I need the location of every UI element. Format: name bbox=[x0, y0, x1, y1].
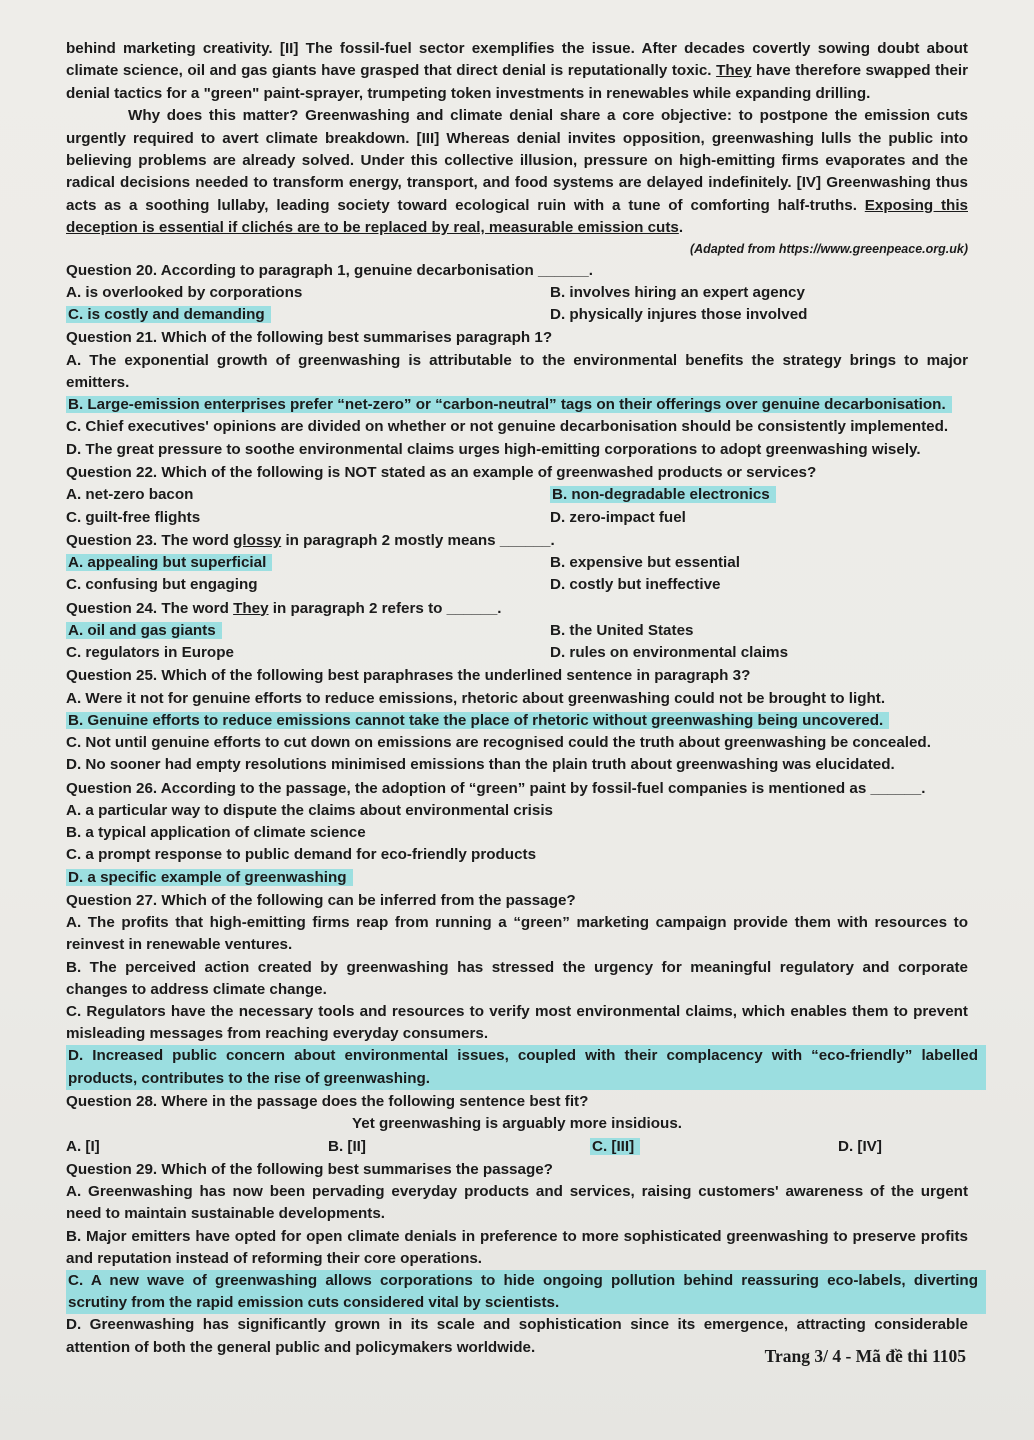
question-24: Question 24. The word They in paragraph 2 refers to ______. A. oil and gas giants B. the United States C. regulators in Europe D. rules on environmental claims bbox=[66, 598, 968, 665]
option-23a[interactable]: A. appealing but superficial bbox=[66, 552, 550, 574]
question-21: Question 21. Which of the following best summarises paragraph 1? A. The exponential growth of greenwashing is attributable to the environmental benefits the strategy brings to major emitters. B. Large-emission enterprises prefer “net-zero” or “carbon-neutral” tags on their offerings over genuine decarbonisation. C. Chief executives' opinions are divided on whether or not genuine decarbonisation should be consistently implemented. D. The great pressure to soothe environmental claims urges high-emitting corporations to adopt greenwashing wisely. bbox=[66, 327, 968, 460]
option-27b[interactable]: B. The perceived action created by greenwashing has stressed the urgency for meaningful regulatory and corporate changes to address climate change. bbox=[66, 958, 968, 998]
option-21c[interactable]: C. Chief executives' opinions are divided on whether or not genuine decarbonisation should be consistently implemented. bbox=[66, 418, 949, 436]
option-24c[interactable]: C. regulators in Europe bbox=[66, 644, 234, 662]
option-26a[interactable]: A. a particular way to dispute the claims about environmental crisis bbox=[66, 801, 553, 819]
source-citation: (Adapted from https://www.greenpeace.org.uk) bbox=[689, 241, 968, 256]
option-22c[interactable]: C. guilt-free flights bbox=[66, 508, 201, 526]
option-29b[interactable]: B. Major emitters have opted for open climate denials in preference to more sophisticated greenwashing to preserve profits and reputation instead of reforming their core operations. bbox=[66, 1227, 968, 1267]
option-20c[interactable]: C. is costly and demanding bbox=[66, 304, 550, 326]
insert-sentence: Yet greenwashing is arguably more insidious. bbox=[352, 1115, 682, 1133]
option-28d[interactable]: D. [IV] bbox=[838, 1137, 882, 1155]
question-27: Question 27. Which of the following can be inferred from the passage? A. The profits that high-emitting firms reap from running a “green” marketing campaign provide them with resources to reinvest in renewable ventures. B. The perceived action created by greenwashing has stressed the urgency for meaningful regulatory and corporate changes to address climate change. C. Regulators have the necessary tools and resources to verify most environmental claims, which enables them to prevent misleading messages from reaching everyday consumers. D. Increased public concern about environmental issues, coupled with their complacency with “eco-friendly” labelled products, contributes to the rise of greenwashing. bbox=[66, 890, 968, 1090]
option-21b[interactable]: B. Large-emission enterprises prefer “net-zero” or “carbon-neutral” tags on their offerings over genuine decarbonisation. bbox=[66, 394, 968, 416]
option-21a[interactable]: A. The exponential growth of greenwashing is attributable to the environmental benefits the strategy brings to major emitters. bbox=[66, 351, 968, 392]
option-23c[interactable]: C. confusing but engaging bbox=[66, 576, 258, 594]
option-25d[interactable]: D. No sooner had empty resolutions minimised emissions than the plain truth about greenwashing was elucidated. bbox=[66, 756, 895, 774]
passage-paragraph-2: behind marketing creativity. [II] The fossil-fuel sector exemplifies the issue. After decades covertly sowing doubt about climate science, oil and gas giants have grasped that direct denial is reputationally toxic. They have therefore swapped their denial tactics for a "green" paint-sprayer, trumpeting token investments in renewables while expanding drilling. bbox=[66, 40, 968, 102]
option-27d[interactable]: D. Increased public concern about environmental issues, coupled with their complacency with “eco-friendly” labelled products, contributes to the rise of greenwashing. bbox=[66, 1045, 986, 1089]
option-26d[interactable]: D. a specific example of greenwashing bbox=[66, 867, 968, 889]
question-20: Question 20. According to paragraph 1, genuine decarbonisation ______. A. is overlooked by corporations B. involves hiring an expert agency C. is costly and demanding D. physically injures those involved bbox=[66, 260, 968, 327]
option-26c[interactable]: C. a prompt response to public demand for eco-friendly products bbox=[66, 846, 537, 864]
option-23d[interactable]: D. costly but ineffective bbox=[550, 576, 721, 594]
option-25b[interactable]: B. Genuine efforts to reduce emissions cannot take the place of rhetoric without greenwashing being uncovered. bbox=[66, 710, 968, 732]
question-28: Question 28. Where in the passage does the following sentence best fit? Yet greenwashing is arguably more insidious. A. [I] B. [II] C. [III] D. [IV] bbox=[66, 1091, 968, 1158]
option-25c[interactable]: C. Not until genuine efforts to cut down on emissions are recognised could the truth about greenwashing be concealed. bbox=[66, 734, 931, 752]
option-22d[interactable]: D. zero-impact fuel bbox=[550, 508, 686, 526]
option-25a[interactable]: A. Were it not for genuine efforts to reduce emissions, rhetoric about greenwashing could not be brought to light. bbox=[66, 689, 886, 707]
question-25: Question 25. Which of the following best paraphrases the underlined sentence in paragraph 3? A. Were it not for genuine efforts to reduce emissions, rhetoric about greenwashing could not be brought to light. B. Genuine efforts to reduce emissions cannot take the place of rhetoric without greenwashing being uncovered. C. Not until genuine efforts to cut down on emissions are recognised could the truth about greenwashing be concealed. D. No sooner had empty resolutions minimised emissions than the plain truth about greenwashing was elucidated. bbox=[66, 665, 968, 776]
question-26: Question 26. According to the passage, the adoption of “green” paint by fossil-fuel companies is mentioned as ______. A. a particular way to dispute the claims about environmental crisis B. a typical application of climate science C. a prompt response to public demand for eco-friendly products D. a specific example of greenwashing bbox=[66, 778, 968, 889]
option-20a[interactable]: A. is overlooked by corporations bbox=[66, 284, 303, 302]
option-20d[interactable]: D. physically injures those involved bbox=[550, 306, 808, 324]
page-footer: Trang 3/ 4 - Mã đề thi 1105 bbox=[764, 1346, 966, 1366]
option-29d[interactable]: D. Greenwashing has significantly grown in its scale and sophistication since its emergence, attracting considerable attention of both the general public and policymakers worldwide. bbox=[66, 1316, 968, 1356]
exam-content bbox=[66, 38, 978, 1359]
passage-paragraph-3: Why does this matter? Greenwashing and climate denial share a core objective: to postpone the emission cuts urgently required to avert climate breakdown. [III] Whereas denial invites opposition, greenwashing lulls the public into believing problems are already solved. Under this collective illusion, pressure on high-emitting firms evaporates and the radical decisions needed to transform energy, transport, and food systems are delayed indefinitely. [IV] Greenwashing thus acts as a soothing lullaby, leading society toward ecological ruin with a tune of comforting half-truths. Exposing this deception is essential if clichés are to be replaced by real, measurable emission cuts. bbox=[66, 107, 968, 237]
option-28a[interactable]: A. [I] bbox=[66, 1137, 100, 1155]
option-24a[interactable]: A. oil and gas giants bbox=[66, 620, 550, 642]
option-22a[interactable]: A. net-zero bacon bbox=[66, 486, 194, 504]
option-29a[interactable]: A. Greenwashing has now been pervading everyday products and services, raising customers' awareness of the urgent need to maintain sustainable developments. bbox=[66, 1183, 968, 1223]
underlined-sentence: Exposing this deception is essential if clichés are to be replaced by real, measurable emission cuts bbox=[66, 196, 968, 237]
option-27a[interactable]: A. The profits that high-emitting firms reap from running a “green” marketing campaign provide them with resources to reinvest in renewable ventures. bbox=[66, 914, 968, 954]
option-28b[interactable]: B. [II] bbox=[328, 1137, 366, 1155]
option-21d[interactable]: D. The great pressure to soothe environmental claims urges high-emitting corporations to adopt greenwashing wisely. bbox=[66, 440, 921, 458]
option-28c[interactable]: C. [III] bbox=[590, 1136, 838, 1158]
question-22: Question 22. Which of the following is NOT stated as an example of greenwashed products or services? A. net-zero bacon B. non-degradable electronics C. guilt-free flights D. zero-impact fuel bbox=[66, 462, 968, 529]
option-29c[interactable]: C. A new wave of greenwashing allows corporations to hide ongoing pollution behind reassuring eco-labels, diverting scrutiny from the rapid emission cuts considered vital by scientists. bbox=[66, 1270, 986, 1314]
question-23: Question 23. The word glossy in paragraph 2 mostly means ______. A. appealing but superficial B. expensive but essential C. confusing but engaging D. costly but ineffective bbox=[66, 530, 968, 597]
option-23b[interactable]: B. expensive but essential bbox=[550, 554, 740, 572]
question-29: Question 29. Which of the following best summarises the passage? A. Greenwashing has now been pervading everyday products and services, raising customers' awareness of the urgent need to maintain sustainable developments. B. Major emitters have opted for open climate denials in preference to more sophisticated greenwashing to preserve profits and reputation instead of reforming their core operations. C. A new wave of greenwashing allows corporations to hide ongoing pollution behind reassuring eco-labels, diverting scrutiny from the rapid emission cuts considered vital by scientists. D. Greenwashing has significantly grown in its scale and sophistication since its emergence, attracting considerable attention of both the general public and policymakers worldwide. bbox=[66, 1159, 968, 1359]
option-26b[interactable]: B. a typical application of climate science bbox=[66, 824, 366, 842]
option-22b[interactable]: B. non-degradable electronics bbox=[550, 484, 968, 506]
option-27c[interactable]: C. Regulators have the necessary tools and resources to verify most environmental claims, which enables them to prevent misleading messages from reaching everyday consumers. bbox=[66, 1002, 968, 1043]
option-20b[interactable]: B. involves hiring an expert agency bbox=[550, 284, 805, 302]
option-24d[interactable]: D. rules on environmental claims bbox=[550, 644, 789, 662]
option-24b[interactable]: B. the United States bbox=[550, 621, 694, 639]
